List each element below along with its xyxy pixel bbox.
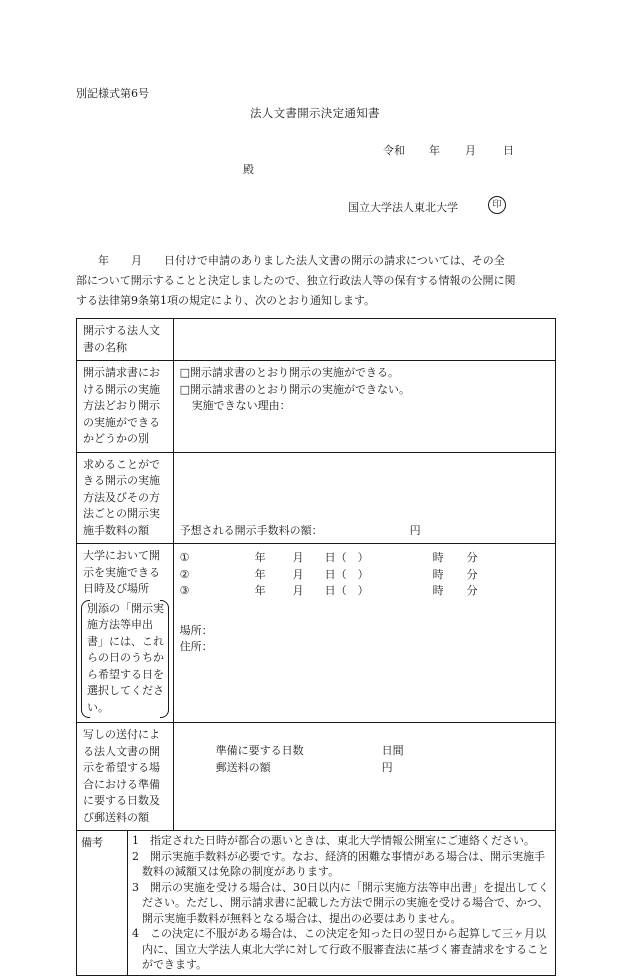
date-month: 月 — [292, 584, 304, 597]
date-year: 年 — [429, 144, 440, 157]
value-mailing — [173, 723, 555, 831]
date-minute: 分 — [466, 584, 478, 597]
schedule-date-row — [180, 583, 549, 600]
date-index: ② — [179, 567, 190, 581]
date-line — [383, 142, 514, 158]
date-year: 年 — [254, 551, 266, 564]
option-cannot-implement: □開示請求書のとおり開示の実施ができない。 — [179, 382, 411, 396]
form-number: 別記様式第6号 — [76, 87, 149, 100]
value-document-name — [173, 319, 555, 361]
schedule-date-list — [180, 550, 549, 600]
value-schedule — [173, 544, 555, 723]
label-mailing: 写しの送付による法人文書の開示を希望する場合における準備に要する日数及び郵送料の額 — [77, 723, 174, 831]
value-notes — [128, 831, 556, 976]
note-item: 4 この決定に不服がある場合は、この決定を知った日の翌日から起算して三ヶ月以内に、国立大学法人東北大学に対して行政不服審査法に基づく審査請求をすることができます。 — [132, 927, 549, 971]
table-row-method-feasibility — [77, 361, 556, 453]
date-weekday: （ ） — [335, 567, 369, 581]
issuer-name: 国立大学法人東北大学 — [348, 201, 458, 214]
date-year: 年 — [254, 584, 266, 597]
schedule-note: 別添の「開示実施方法等申出書」には、これらの日のうちから希望する日を選択してください。 — [87, 601, 164, 714]
date-minute: 分 — [466, 551, 478, 564]
date-day: 日 — [324, 567, 336, 581]
table-row-schedule — [77, 544, 556, 723]
table-row-mailing — [77, 723, 556, 831]
schedule-date-row — [180, 550, 549, 567]
schedule-date-row — [180, 567, 549, 584]
value-method-feasibility — [173, 361, 555, 453]
document-title: 法人文書開示決定通知書 — [250, 106, 380, 120]
schedule-note-bracket — [83, 600, 169, 719]
fee-unit: 円 — [409, 523, 421, 537]
date-weekday: （ ） — [335, 551, 369, 564]
label-schedule — [77, 544, 174, 723]
label-fee: 求めることができる開示の実施方法及びその方法ごとの開示実施手数料の額 — [77, 452, 174, 544]
note-item: 2 開示実施手数料が必要です。なお、経済的困難な事情がある場合は、開示実施手数料の減額又は免除の制度があります。 — [132, 849, 546, 878]
reason-label: 実施できない理由： — [191, 399, 291, 412]
option-can-implement: □開示請求書のとおり開示の実施ができる。 — [179, 366, 400, 379]
date-index: ③ — [179, 584, 190, 597]
date-minute: 分 — [466, 567, 478, 581]
table-row-fee — [77, 452, 556, 544]
date-index: ① — [179, 551, 190, 564]
addressee-suffix: 殿 — [243, 163, 254, 176]
notice-body — [76, 251, 556, 311]
postage-unit: 円 — [381, 760, 393, 774]
date-month: 月 — [292, 567, 304, 581]
label-document-name: 開示する法人文書の名称 — [77, 319, 174, 361]
date-day: 日 — [324, 584, 336, 597]
schedule-label-text: 大学において開示を実施できる日時及び場所 — [83, 549, 160, 595]
date-month: 月 — [465, 144, 476, 157]
prep-days-unit: 日間 — [381, 744, 404, 757]
date-year: 年 — [254, 567, 266, 581]
prep-days-label: 準備に要する日数 — [215, 744, 304, 757]
date-hour: 時 — [432, 551, 444, 564]
label-method-feasibility: 開示請求書における開示の実施方法どおり開示の実施ができるかどうかの別 — [77, 361, 174, 453]
note-item: 1 指定された日時が都合の悪いときは、東北大学情報公開室にご連絡ください。 — [132, 834, 535, 847]
fee-label: 予想される開示手数料の額： — [179, 523, 323, 537]
date-day: 日 — [324, 551, 336, 564]
label-notes: 備考 — [77, 831, 128, 976]
date-era: 令和 — [383, 144, 405, 157]
address-label: 住所： — [179, 640, 213, 653]
note-item: 3 開示の実施を受ける場合は、30日以内に「開示実施方法等申出書」を提出してください。ただし、開示請求書に記載した方法で開示の実施を受ける場合で、かつ、開示実施手数料が無料となる場合は、提出の必要はありません。 — [132, 880, 549, 925]
place-label: 場所： — [179, 623, 213, 637]
body-line: 年 月 日付けで申請のありました法人文書の開示の請求については、その全 — [76, 254, 505, 267]
postage-label: 郵送料の額 — [215, 760, 271, 774]
date-hour: 時 — [432, 584, 444, 597]
date-hour: 時 — [432, 567, 444, 581]
table-row-notes — [77, 831, 556, 976]
body-line: 部について開示することと決定しましたので、独立行政法人等の保有する情報の公開に関 — [76, 274, 516, 287]
table-row-document-name — [77, 319, 556, 361]
disclosure-table — [76, 318, 556, 976]
body-line: する法律第9条第1項の規定により、次のとおり通知します。 — [76, 294, 376, 307]
date-day: 日 — [503, 144, 514, 157]
seal-mark: 印 — [488, 196, 506, 214]
date-month: 月 — [292, 551, 304, 564]
value-fee — [173, 452, 555, 544]
date-weekday: （ ） — [335, 584, 369, 597]
